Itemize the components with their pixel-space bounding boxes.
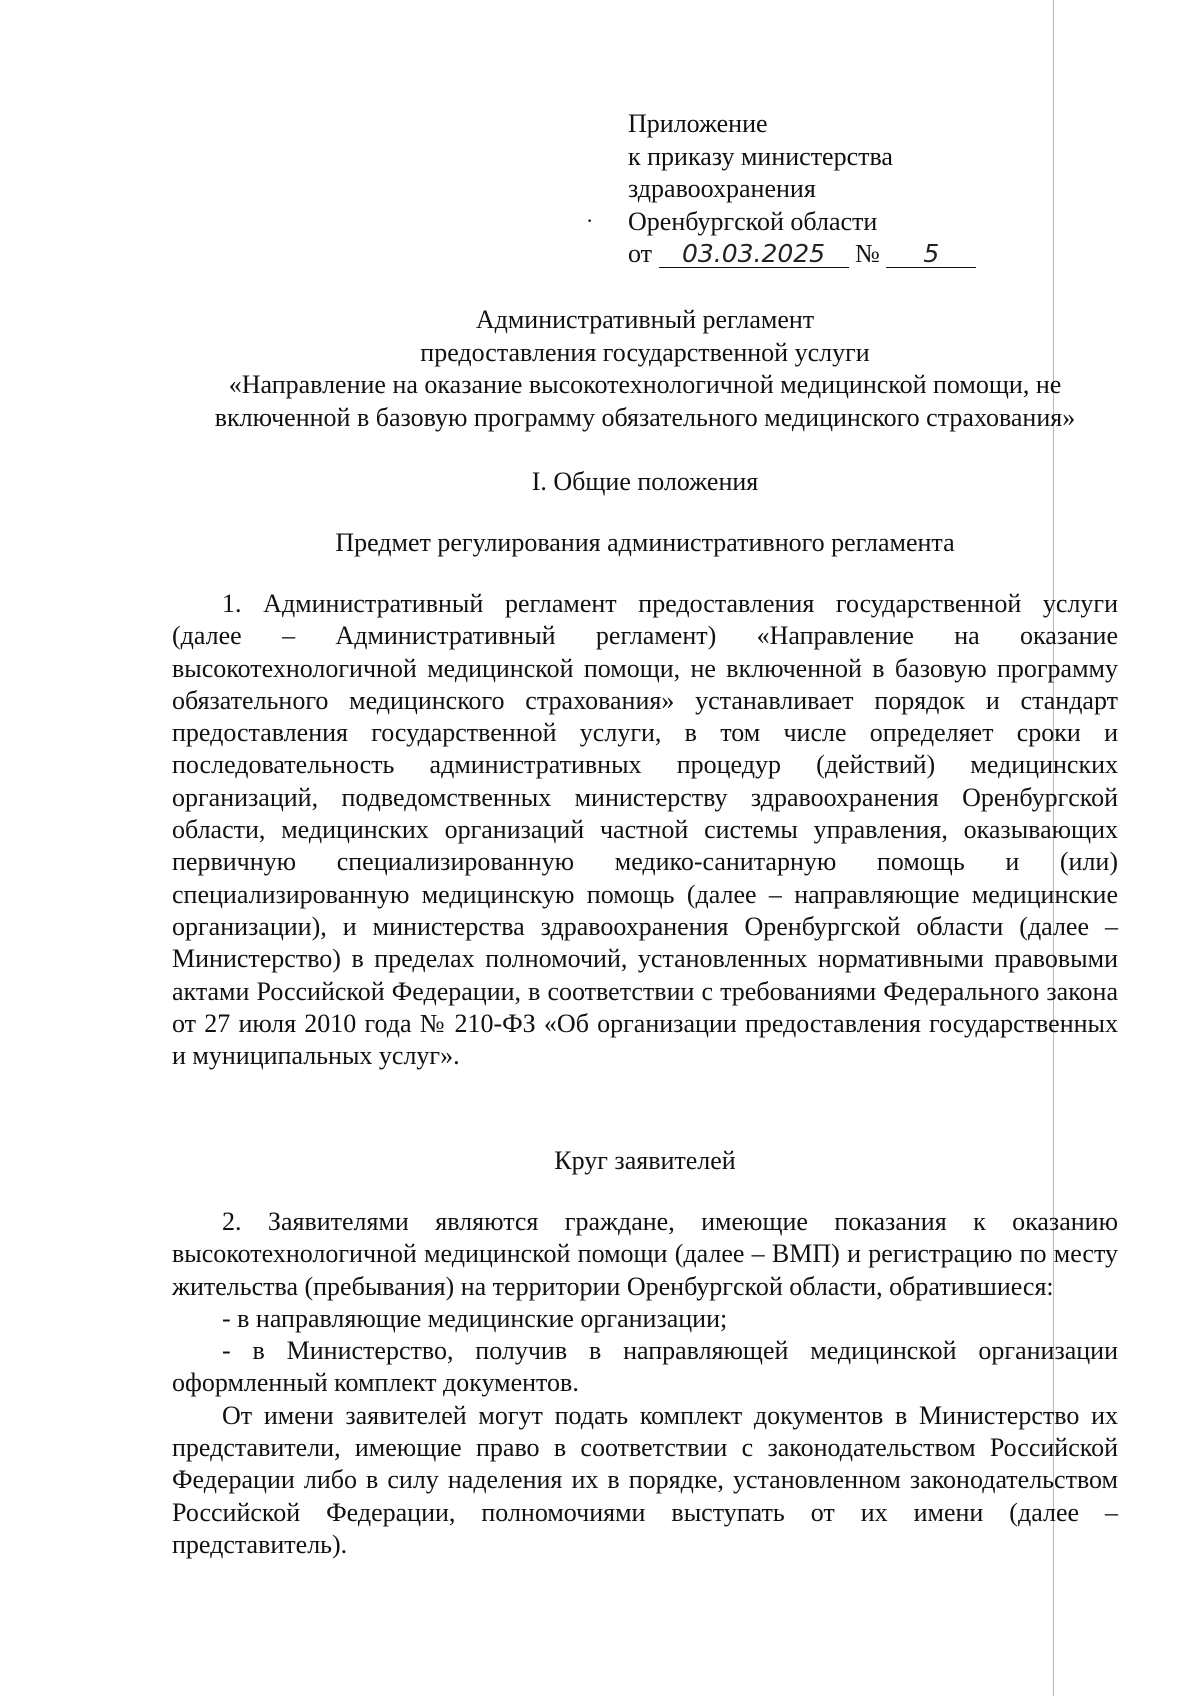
list-item-2: - в Министерство, получив в направляющей медицинской организации оформленный комплект документов. — [172, 1336, 1118, 1398]
handwritten-date: 03.03.2025 — [659, 241, 849, 268]
subsection-heading-applicants: Круг заявителей — [554, 1146, 736, 1175]
handwritten-number: 5 — [886, 241, 976, 268]
annex-header — [628, 108, 976, 271]
list-item-1: - в направляющие медицинские организации; — [222, 1303, 728, 1333]
subsection-heading-subject: Предмет регулирования административного регламента — [335, 528, 955, 557]
paragraph-3: От имени заявителей могут подать комплект документов в Министерство их представители, имеющие право в соответствии с законодательством Российской Федерации либо в силу наделения их в порядке, установленном законодательством Российской Федерации, полномочиями выступать от их имени (далее – представитель). — [172, 1400, 1118, 1559]
date-prefix: от — [628, 239, 653, 268]
paragraph-2-block — [172, 1206, 1118, 1561]
paragraph-1-block — [172, 588, 1118, 1072]
document-title — [170, 304, 1120, 434]
annex-line-3: здравоохранения — [628, 174, 816, 203]
scan-dot: · — [586, 208, 594, 233]
number-sign: № — [855, 239, 880, 268]
title-line-1: Административный регламент — [475, 305, 815, 334]
annex-line-2: к приказу министерства — [628, 141, 893, 171]
annex-date-line — [628, 238, 976, 271]
annex-line-4: Оренбургской области — [628, 206, 878, 236]
annex-line-1: Приложение — [628, 109, 768, 138]
title-line-2: предоставления государственной услуги — [420, 337, 870, 367]
paragraph-2: 2. Заявителями являются граждане, имеющие показания к оказанию высокотехнологичной медицинской помощи (далее – ВМП) и регистрацию по месту жительства (пребывания) на территории Оренбургской области, обратившиеся: — [172, 1207, 1118, 1301]
title-line-4: включенной в базовую программу обязательного медицинского страхования» — [214, 402, 1076, 432]
title-line-3: «Направление на оказание высокотехнологичной медицинской помощи, не — [228, 370, 1062, 399]
paragraph-1: 1. Административный регламент предоставления государственной услуги (далее – Административный регламент) «Направление на оказание высокотехнологичной медицинской помощи, не включенной в базовую программу обязательного медицинского страхования» устанавливает порядок и стандарт предоставления государственной услуги, в том числе определяет сроки и последовательность административных процедур (действий) медицинских организаций, подведомственных министерству здравоохранения Оренбургской области, медицинских организаций частной системы управления, оказывающих первичную специализированную медико-санитарную помощь и (или) специализированную медицинскую помощь (далее – направляющие медицинские организации), и министерства здравоохранения Оренбургской области (далее – Министерство) в пределах полномочий, установленных нормативными правовыми актами Российской Федерации, в соответствии с требованиями Федерального закона от 27 июля 2010 года № 210-ФЗ «Об организации предоставления государственных и муниципальных услуг». — [172, 589, 1118, 1071]
section-heading-general: I. Общие положения — [531, 467, 759, 496]
